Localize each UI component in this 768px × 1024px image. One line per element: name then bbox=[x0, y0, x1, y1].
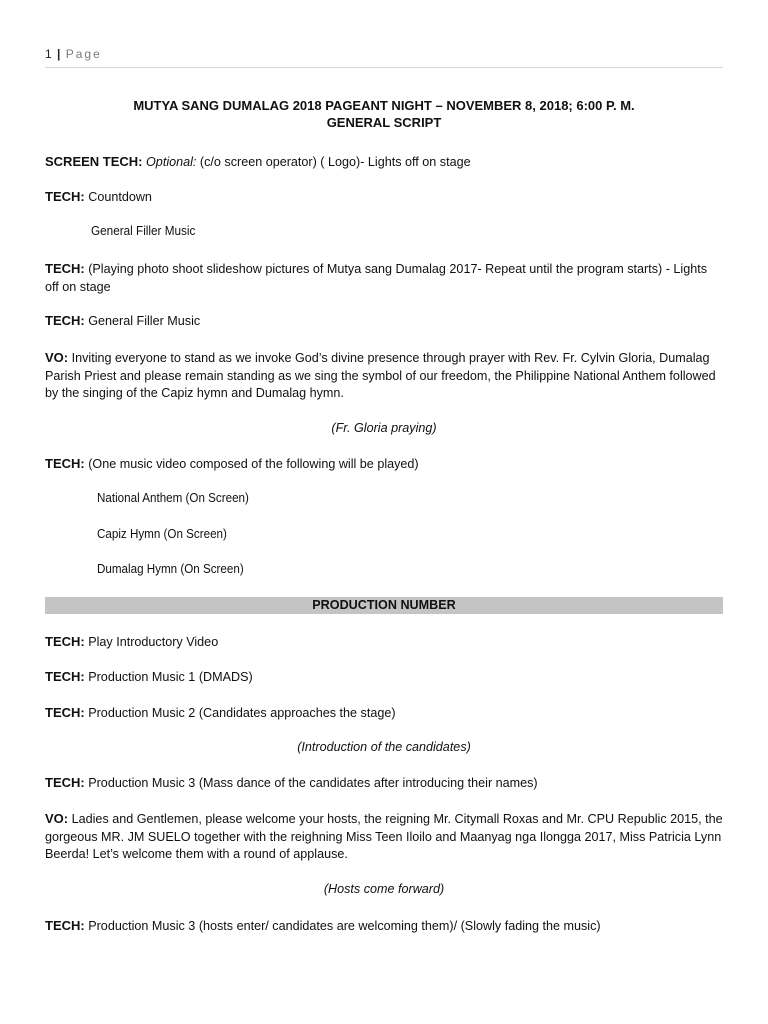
cue-label: TECH: bbox=[45, 189, 85, 204]
script-paragraph-production-music-3 bbox=[45, 774, 723, 793]
script-filler-music: General Filler Music bbox=[91, 224, 196, 238]
script-paragraph-countdown bbox=[45, 188, 723, 207]
cue-label: TECH: bbox=[45, 775, 85, 790]
optional-note: Optional: bbox=[146, 155, 197, 169]
cue-label: VO: bbox=[45, 350, 69, 365]
script-paragraph-production-music-2 bbox=[45, 704, 723, 723]
stage-direction-introduction: (Introduction of the candidates) bbox=[297, 740, 471, 754]
cue-label: TECH: bbox=[45, 918, 85, 933]
cue-text: Production Music 3 (hosts enter/ candidates are welcoming them)/ (Slowly fading the music) bbox=[84, 919, 601, 933]
cue-label: TECH: bbox=[45, 456, 85, 471]
cue-label: TECH: bbox=[45, 705, 85, 720]
cue-text: Countdown bbox=[84, 190, 152, 204]
cue-text: Inviting everyone to stand as we invoke God’s divine presence through prayer with Rev. Fr. Cylvin Gloria, Dumalag Parish Priest and please remain standing as we sing the symbol of our freedom, the Philippine National Anthem followed by the singing of the Capiz hymn and Dumalag hymn. bbox=[45, 351, 716, 400]
script-paragraph-slideshow bbox=[45, 260, 723, 296]
list-item-national-anthem: National Anthem (On Screen) bbox=[97, 491, 249, 505]
script-paragraph-welcome-hosts bbox=[45, 810, 723, 864]
document-title-line1: MUTYA SANG DUMALAG 2018 PAGEANT NIGHT – NOVEMBER 8, 2018; 6:00 P. M. bbox=[133, 98, 635, 113]
script-paragraph-music-video bbox=[45, 455, 723, 474]
cue-label: TECH: bbox=[45, 669, 85, 684]
page-word: Page bbox=[65, 47, 102, 61]
cue-label: TECH: bbox=[45, 313, 85, 328]
page-separator: | bbox=[57, 47, 61, 61]
cue-text: Ladies and Gentlemen, please welcome your hosts, the reigning Mr. Citymall Roxas and Mr. CPU Republic 2015, the gorgeous MR. JM SUELO together with the reighning Miss Teen Iloilo and Maanyag nga Ilongga 2017, Miss Patricia Lynn Beerda! Let’s welcome them with a round of applause. bbox=[45, 812, 723, 861]
cue-text: General Filler Music bbox=[84, 314, 201, 328]
stage-direction-hosts: (Hosts come forward) bbox=[323, 882, 445, 896]
cue-label: VO: bbox=[45, 811, 69, 826]
cue-label: TECH: bbox=[45, 634, 85, 649]
cue-label: TECH: bbox=[45, 261, 85, 276]
cue-label: SCREEN TECH: bbox=[45, 154, 143, 169]
cue-text: Production Music 2 (Candidates approaches the stage) bbox=[84, 706, 396, 720]
script-paragraph-filler bbox=[45, 312, 723, 331]
section-heading-production-number: PRODUCTION NUMBER bbox=[45, 597, 723, 614]
list-item-dumalag-hymn: Dumalag Hymn (On Screen) bbox=[97, 562, 244, 576]
page-number: 1 bbox=[45, 47, 52, 61]
script-paragraph-intro-video bbox=[45, 633, 723, 652]
script-paragraph-screen-tech bbox=[45, 153, 723, 172]
cue-text: (Playing photo shoot slideshow pictures of Mutya sang Dumalag 2017- Repeat until the program starts) - Lights off on stage bbox=[45, 262, 708, 294]
document-title-line2: GENERAL SCRIPT bbox=[326, 115, 442, 130]
cue-text: Production Music 3 (Mass dance of the candidates after introducing their names) bbox=[84, 776, 538, 790]
script-paragraph-hosts-enter bbox=[45, 917, 723, 936]
stage-direction-prayer: (Fr. Gloria praying) bbox=[331, 421, 437, 435]
page-header bbox=[45, 47, 723, 68]
script-paragraph-invocation bbox=[45, 349, 723, 403]
cue-text: Production Music 1 (DMADS) bbox=[84, 670, 253, 684]
cue-text: Play Introductory Video bbox=[84, 635, 219, 649]
cue-text: (c/o screen operator) ( Logo)- Lights off on stage bbox=[196, 155, 471, 169]
script-paragraph-production-music-1 bbox=[45, 668, 723, 687]
cue-text: (One music video composed of the following will be played) bbox=[84, 457, 419, 471]
list-item-capiz-hymn: Capiz Hymn (On Screen) bbox=[97, 527, 227, 541]
